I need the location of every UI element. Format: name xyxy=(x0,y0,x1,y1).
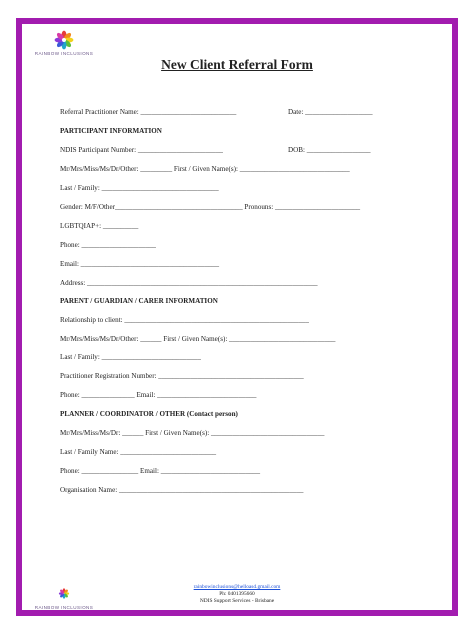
footer-brand-logo xyxy=(30,586,98,610)
brand-logo xyxy=(31,30,97,56)
guardian-title-first-name-field[interactable]: Mr/Mrs/Miss/Ms/Dr/Other: ______ First / Given Name(s): ______________________________ xyxy=(60,335,336,343)
participant-title-first-name-field[interactable]: Mr/Mrs/Miss/Ms/Dr/Other: _________ First / Given Name(s): _______________________________ xyxy=(60,165,350,173)
lgbtqiap-field[interactable]: LGBTQIAP+: __________ xyxy=(60,222,139,230)
practitioner-registration-field[interactable]: Practitioner Registration Number: _________________________________________ xyxy=(60,372,304,380)
date-field[interactable]: Date: ___________________ xyxy=(288,108,373,116)
guardian-last-name-field[interactable]: Last / Family: ____________________________ xyxy=(60,353,201,361)
participant-address-field[interactable]: Address: _________________________________________________________________ xyxy=(60,279,318,287)
brand-name: RAINBOW INCLUSIONS xyxy=(34,51,94,56)
rainbow-flower-icon xyxy=(58,588,70,599)
participant-last-name-field[interactable]: Last / Family: _________________________________ xyxy=(60,184,219,192)
relationship-field[interactable]: Relationship to client: ____________________________________________________ xyxy=(60,316,309,324)
footer-brand-name: RAINBOW INCLUSIONS xyxy=(34,605,94,610)
referral-practitioner-field[interactable]: Referral Practitioner Name: ___________________________ xyxy=(60,108,237,116)
form-title: New Client Referral Form xyxy=(161,57,313,72)
footer-phone: Ph: 0401395660 xyxy=(219,591,255,597)
section-planner-heading: PLANNER / COORDINATOR / OTHER (Contact person) xyxy=(60,410,238,418)
participant-phone-field[interactable]: Phone: _____________________ xyxy=(60,241,156,249)
guardian-phone-email-field[interactable]: Phone: _______________ Email: ____________________________ xyxy=(60,391,257,399)
footer-services: NDIS Support Services - Brisbane xyxy=(199,598,275,604)
dob-field[interactable]: DOB: __________________ xyxy=(288,146,371,154)
ndis-number-field[interactable]: NDIS Participant Number: ________________________ xyxy=(60,146,223,154)
rainbow-flower-icon xyxy=(53,30,75,50)
organisation-name-field[interactable]: Organisation Name: ____________________________________________________ xyxy=(60,486,304,494)
gender-pronouns-field[interactable]: Gender: M/F/Other____________________________________ Pronouns: ________________________ xyxy=(60,203,361,211)
section-participant-heading: PARTICIPANT INFORMATION xyxy=(60,127,162,135)
planner-title-first-name-field[interactable]: Mr/Mrs/Miss/Ms/Dr: ______ First / Given Name(s): ________________________________ xyxy=(60,429,325,437)
footer-email-link[interactable]: rainbowinclusions@helloasd.gmail.com xyxy=(193,584,281,590)
planner-last-name-field[interactable]: Last / Family Name: ___________________________ xyxy=(60,448,217,456)
planner-phone-email-field[interactable]: Phone: ________________ Email: ____________________________ xyxy=(60,467,261,475)
participant-email-field[interactable]: Email: _______________________________________ xyxy=(60,260,220,268)
section-guardian-heading: PARENT / GUARDIAN / CARER INFORMATION xyxy=(60,297,218,305)
